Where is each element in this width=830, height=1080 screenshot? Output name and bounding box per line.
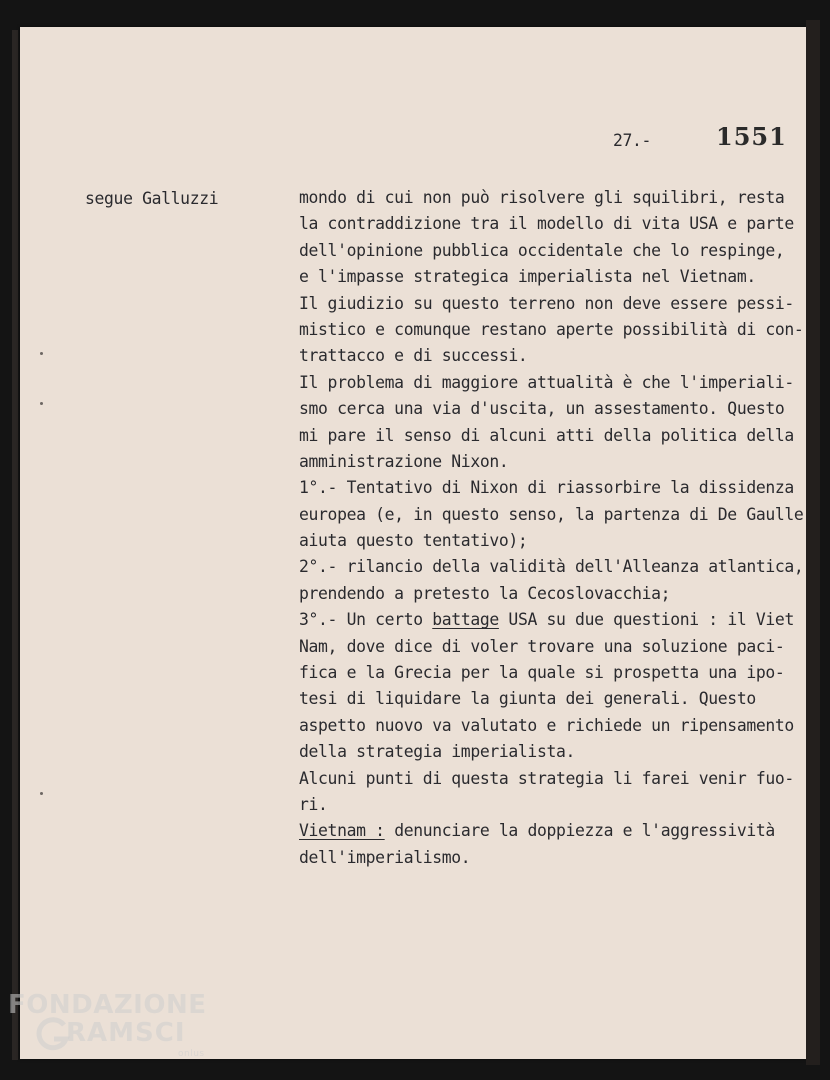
underlined-word: Vietnam : [299, 821, 385, 841]
watermark-line1: FONDAZIONE [8, 990, 207, 1020]
text-line: aspetto nuovo va valutato e richiede un ripensamento [299, 715, 794, 735]
text-line [299, 818, 804, 844]
page-number: 27.- [613, 131, 652, 150]
punch-mark [40, 352, 43, 355]
archive-number: 1551 [716, 122, 787, 151]
text-fragment: denunciare la doppiezza e l'aggressività [384, 821, 775, 841]
text-line: mistico e comunque restano aperte possibilità di con- [299, 319, 804, 339]
text-line: mondo di cui non può risolvere gli squilibri, resta [299, 188, 785, 207]
text-line: amministrazione Nixon. [299, 451, 509, 471]
paper-edge-right [806, 20, 820, 1065]
speaker-label: segue Galluzzi [85, 189, 219, 208]
text-line: 2°.- rilancio della validità dell'Alleanza atlantica, [299, 557, 804, 577]
fondazione-gramsci-watermark [8, 990, 207, 1059]
text-line: europea (e, in questo senso, la partenza di De Gaulle [299, 504, 804, 524]
text-fragment: USA su due questioni : il Viet [498, 610, 794, 630]
text-line: smo cerca una via d'uscita, un assestamento. Questo [299, 399, 785, 419]
underlined-word: battage [432, 610, 499, 630]
watermark-line2: RAMSCI [66, 1018, 186, 1048]
text-line: trattacco e di successi. [299, 346, 528, 366]
text-line: mi pare il senso di alcuni atti della politica della [299, 425, 794, 445]
punch-mark [40, 402, 43, 405]
text-line: della strategia imperialista. [299, 742, 576, 762]
text-line: Nam, dove dice di voler trovare una soluzione paci- [299, 636, 785, 656]
text-line: fica e la Grecia per la quale si prospetta una ipo- [299, 663, 785, 683]
text-line: e l'impasse strategica imperialista nel Vietnam. [299, 267, 756, 287]
text-line: Alcuni punti di questa strategia li farei venir fuo- [299, 768, 794, 788]
text-line: tesi di liquidare la giunta dei generali. Questo [299, 689, 756, 709]
typed-body [299, 185, 804, 871]
text-line: ri. [299, 794, 328, 814]
watermark-sub: onlus [178, 1049, 205, 1059]
text-line: la contraddizione tra il modello di vita USA e parte [299, 214, 794, 234]
paper-edge-left [12, 30, 18, 1060]
text-line: Il giudizio su questo terreno non deve essere pessi- [299, 293, 794, 313]
text-fragment: 3°.- Un certo [299, 610, 433, 630]
text-line: aiuta questo tentativo); [299, 531, 528, 551]
text-line: 1°.- Tentativo di Nixon di riassorbire la dissidenza [299, 478, 794, 498]
punch-mark [40, 792, 43, 795]
watermark-g-icon [36, 1015, 70, 1055]
text-line: dell'opinione pubblica occidentale che lo respinge, [299, 240, 785, 260]
text-line: Il problema di maggiore attualità è che l'imperiali- [299, 372, 794, 392]
text-line: dell'imperialismo. [299, 847, 471, 867]
text-line [299, 607, 804, 633]
text-line: prendendo a pretesto la Cecoslovacchia; [299, 583, 671, 603]
